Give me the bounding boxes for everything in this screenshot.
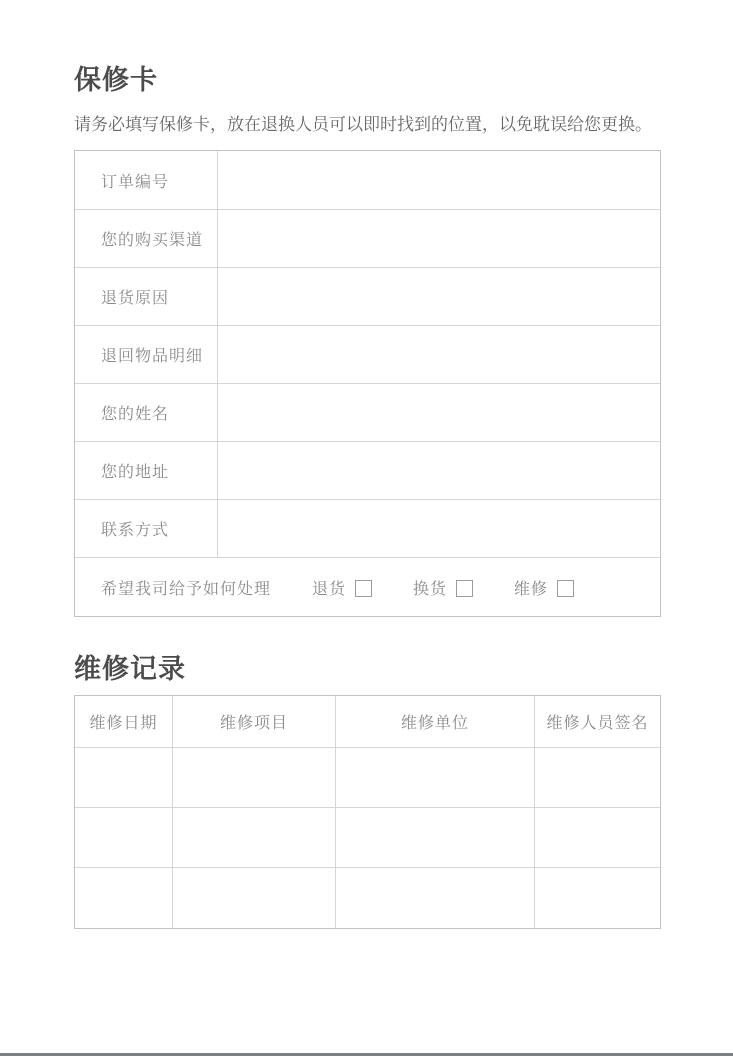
field-value bbox=[218, 151, 660, 209]
field-value bbox=[218, 326, 660, 383]
option-label: 换货 bbox=[413, 580, 448, 598]
repair-cell-empty bbox=[75, 808, 173, 868]
form-row-contact bbox=[75, 499, 660, 557]
option-label: 维修 bbox=[514, 580, 549, 598]
warranty-form-table bbox=[74, 150, 661, 617]
option-repair bbox=[514, 576, 574, 599]
repair-cell-empty bbox=[336, 868, 535, 928]
page-bottom-edge-bar bbox=[0, 1053, 733, 1056]
form-row-name bbox=[75, 383, 660, 441]
repair-cell-empty bbox=[336, 748, 535, 808]
repair-cell-empty bbox=[336, 808, 535, 868]
form-row-handling-preference bbox=[75, 557, 660, 616]
field-label: 您的购买渠道 bbox=[75, 210, 218, 267]
field-label: 退货原因 bbox=[75, 268, 218, 325]
option-exchange bbox=[413, 576, 473, 599]
repair-cell-empty bbox=[75, 748, 173, 808]
repair-col-header-unit: 维修单位 bbox=[336, 696, 535, 748]
repair-section-title: 维修记录 bbox=[74, 654, 186, 684]
repair-cell-empty bbox=[173, 808, 336, 868]
field-value bbox=[218, 268, 660, 325]
field-value bbox=[218, 442, 660, 499]
repair-col-header-item: 维修项目 bbox=[173, 696, 336, 748]
field-value bbox=[218, 384, 660, 441]
return-checkbox[interactable] bbox=[355, 580, 372, 597]
form-row-address bbox=[75, 441, 660, 499]
field-label: 您的地址 bbox=[75, 442, 218, 499]
form-row-order-number bbox=[75, 151, 660, 209]
form-row-return-reason bbox=[75, 267, 660, 325]
repair-cell-empty bbox=[535, 868, 660, 928]
option-label: 退货 bbox=[312, 580, 347, 598]
repair-cell-empty bbox=[173, 748, 336, 808]
repair-col-header-date: 维修日期 bbox=[75, 696, 173, 748]
field-value bbox=[218, 210, 660, 267]
repair-cell-empty bbox=[535, 808, 660, 868]
instruction-text: 请务必填写保修卡，放在退换人员可以即时找到的位置，以免耽误给您更换。 bbox=[74, 115, 652, 134]
repair-col-header-signature: 维修人员签名 bbox=[535, 696, 660, 748]
field-label: 订单编号 bbox=[75, 151, 218, 209]
field-label: 联系方式 bbox=[75, 500, 218, 557]
warranty-card-page bbox=[74, 0, 661, 929]
page-title: 保修卡 bbox=[74, 65, 158, 95]
repair-cell-empty bbox=[535, 748, 660, 808]
repair-cell-empty bbox=[75, 868, 173, 928]
repair-records-table bbox=[74, 695, 661, 929]
repair-cell-empty bbox=[173, 868, 336, 928]
option-return bbox=[312, 576, 372, 599]
form-row-returned-items bbox=[75, 325, 660, 383]
repair-checkbox[interactable] bbox=[557, 580, 574, 597]
field-label: 您的姓名 bbox=[75, 384, 218, 441]
form-row-purchase-channel bbox=[75, 209, 660, 267]
field-label: 退回物品明细 bbox=[75, 326, 218, 383]
handling-label: 希望我司给予如何处理 bbox=[101, 580, 272, 598]
field-value bbox=[218, 500, 660, 557]
exchange-checkbox[interactable] bbox=[456, 580, 473, 597]
